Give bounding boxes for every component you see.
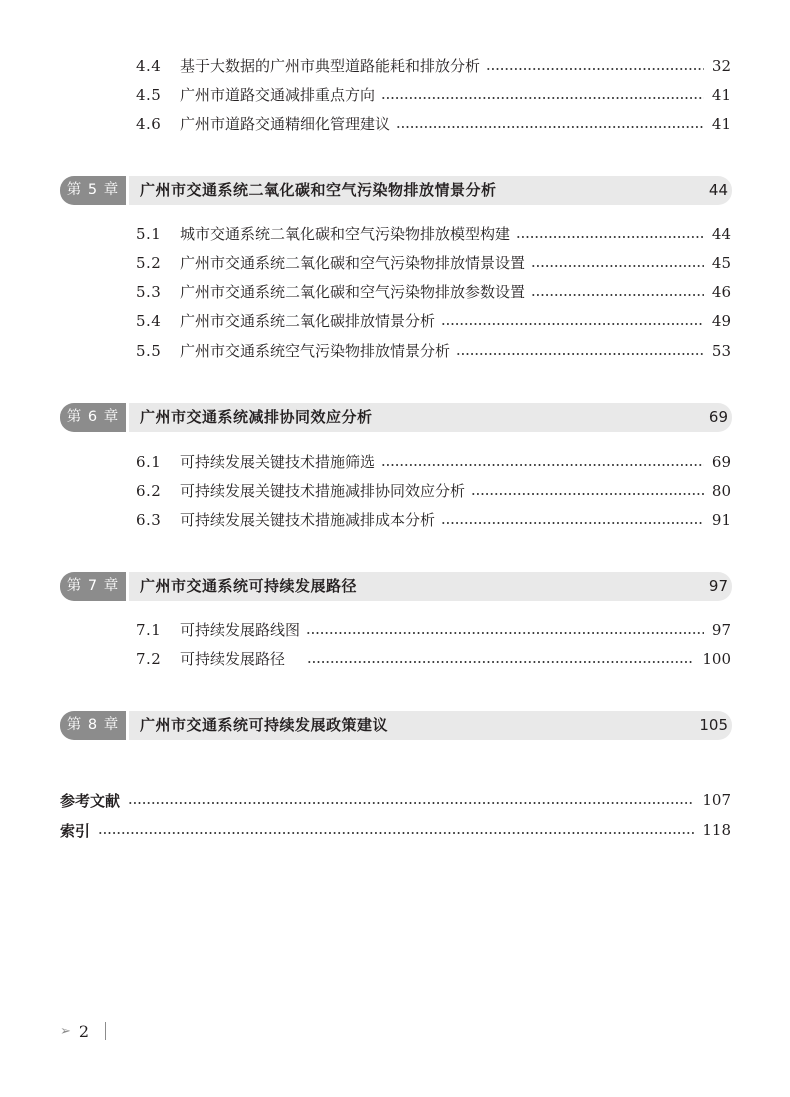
section-number: 6.3: [136, 511, 162, 529]
section-number: 5.4: [136, 312, 162, 330]
dot-leader: [441, 323, 704, 325]
page-footer: [60, 1020, 106, 1042]
badge-divider: [126, 572, 129, 601]
toc-entry-5-4[interactable]: [136, 310, 731, 332]
toc-entry-5-1[interactable]: [136, 223, 731, 245]
dot-leader: [381, 464, 704, 466]
toc-entry-7-2[interactable]: [136, 648, 731, 670]
section-number: 7.2: [136, 650, 162, 668]
section-number: 4.4: [136, 57, 162, 75]
section-title: 城市交通系统二氧化碳和空气污染物排放模型构建: [180, 225, 511, 243]
dot-leader: [456, 353, 704, 355]
section-number: 5.1: [136, 225, 162, 243]
chapter-badge: 第 7 章: [60, 572, 126, 601]
page-number: 107: [702, 791, 731, 809]
section-title: 广州市道路交通减排重点方向: [180, 86, 376, 104]
backmatter-title: 索引: [60, 821, 91, 840]
section-number: 5.3: [136, 283, 162, 301]
dot-leader: [531, 294, 704, 296]
page-number: 41: [711, 115, 731, 133]
toc-entry-5-3[interactable]: [136, 281, 731, 303]
toc-entry-index[interactable]: [60, 819, 731, 841]
chapter-badge: 第 8 章: [60, 711, 126, 740]
toc-entry-4-4[interactable]: [136, 55, 731, 77]
section-number: 4.5: [136, 86, 162, 104]
toc-entry-5-2[interactable]: [136, 252, 731, 274]
page-number: 118: [702, 821, 731, 839]
badge-divider: [126, 176, 129, 205]
section-number: 5.2: [136, 254, 162, 272]
toc-entry-5-5[interactable]: [136, 340, 731, 362]
chapter-title: 广州市交通系统二氧化碳和空气污染物排放情景分析: [140, 181, 497, 199]
section-number: 6.1: [136, 453, 162, 471]
page-number: 41: [711, 86, 731, 104]
page-number: 44: [711, 225, 731, 243]
toc-entry-6-1[interactable]: [136, 451, 731, 473]
section-title: 广州市道路交通精细化管理建议: [180, 115, 391, 133]
footer-page-number: 2: [78, 1021, 90, 1041]
section-title: 广州市交通系统二氧化碳和空气污染物排放情景设置: [180, 254, 526, 272]
page-number: 100: [702, 650, 731, 668]
chapter-header-8[interactable]: [60, 711, 732, 740]
page-number: 91: [711, 511, 731, 529]
dot-leader: [98, 832, 694, 834]
dot-leader: [128, 802, 694, 804]
chapter-page: 69: [708, 408, 728, 426]
dot-leader: [307, 661, 694, 663]
page-number: 53: [711, 342, 731, 360]
dot-leader: [486, 68, 704, 70]
section-title: 可持续发展路径: [180, 650, 286, 668]
dot-leader: [381, 97, 704, 99]
chapter-title: 广州市交通系统可持续发展政策建议: [140, 716, 389, 734]
chapter-header-6[interactable]: [60, 403, 732, 432]
toc-entry-6-2[interactable]: [136, 480, 731, 502]
section-title: 广州市交通系统二氧化碳排放情景分析: [180, 312, 436, 330]
chapter-page: 97: [708, 577, 728, 595]
page-number: 49: [711, 312, 731, 330]
section-title: 基于大数据的广州市典型道路能耗和排放分析: [180, 57, 481, 75]
footer-divider: [105, 1022, 106, 1040]
toc-entry-references[interactable]: [60, 789, 731, 811]
chevron-right-icon: ➢: [60, 1023, 71, 1039]
chapter-badge: 第 5 章: [60, 176, 126, 205]
chapter-title: 广州市交通系统减排协同效应分析: [140, 408, 373, 426]
toc-entry-4-5[interactable]: [136, 84, 731, 106]
section-number: 5.5: [136, 342, 162, 360]
badge-divider: [126, 403, 129, 432]
chapter-header-7[interactable]: [60, 572, 732, 601]
page-number: 45: [711, 254, 731, 272]
badge-divider: [126, 711, 129, 740]
dot-leader: [306, 632, 704, 634]
section-title: 可持续发展关键技术措施减排协同效应分析: [180, 482, 466, 500]
dot-leader: [441, 522, 704, 524]
section-number: 7.1: [136, 621, 162, 639]
dot-leader: [516, 236, 704, 238]
section-number: 4.6: [136, 115, 162, 133]
dot-leader: [396, 126, 704, 128]
section-title: 可持续发展关键技术措施减排成本分析: [180, 511, 436, 529]
section-number: 6.2: [136, 482, 162, 500]
chapter-badge: 第 6 章: [60, 403, 126, 432]
chapter-page: 44: [708, 181, 728, 199]
page-number: 46: [711, 283, 731, 301]
page-number: 69: [711, 453, 731, 471]
page-number: 32: [711, 57, 731, 75]
chapter-title: 广州市交通系统可持续发展路径: [140, 577, 358, 595]
section-title: 广州市交通系统二氧化碳和空气污染物排放参数设置: [180, 283, 526, 301]
section-title: 可持续发展关键技术措施筛选: [180, 453, 376, 471]
page-number: 80: [711, 482, 731, 500]
toc-entry-6-3[interactable]: [136, 509, 731, 531]
chapter-page: 105: [699, 716, 728, 734]
toc-entry-4-6[interactable]: [136, 113, 731, 135]
toc-entry-7-1[interactable]: [136, 619, 731, 641]
chapter-header-5[interactable]: [60, 176, 732, 205]
dot-leader: [531, 265, 704, 267]
section-title: 可持续发展路线图: [180, 621, 301, 639]
backmatter-title: 参考文献: [60, 791, 121, 810]
section-title: 广州市交通系统空气污染物排放情景分析: [180, 342, 451, 360]
dot-leader: [471, 493, 704, 495]
page-number: 97: [711, 621, 731, 639]
